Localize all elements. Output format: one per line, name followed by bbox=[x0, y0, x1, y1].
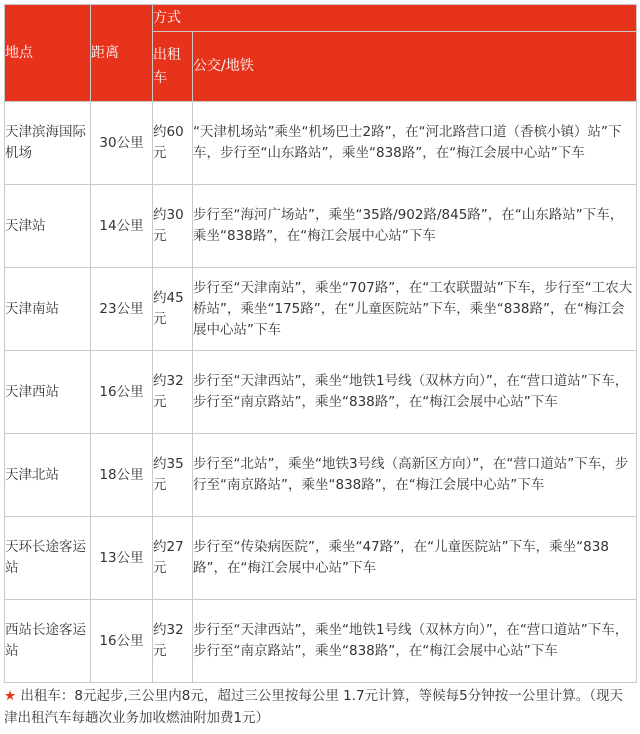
fare-cell: 约32元 bbox=[153, 351, 193, 434]
header-distance: 距离 bbox=[91, 5, 153, 102]
distance-cell: 30公里 bbox=[91, 102, 153, 185]
bus-cell: 步行至“传染病医院”，乘坐“47路”，在“儿童医院站”下车，乘坐“838路”，在“梅江会展中心站”下车 bbox=[193, 517, 637, 600]
fare-cell: 约60元 bbox=[153, 102, 193, 185]
distance-cell: 23公里 bbox=[91, 268, 153, 351]
star-icon: ★ bbox=[4, 688, 17, 704]
table-row bbox=[5, 185, 637, 268]
footnote-text: 出租车：8元起步,三公里内8元，超过三公里按每公里 1.7元计算，等候每5分钟按一公里计算。（现天津出租汽车每趟次业务加收燃油附加费1元） bbox=[4, 688, 623, 726]
footnote bbox=[4, 685, 636, 729]
bus-cell: 步行至“海河广场站”，乘坐“35路/902路/845路”，在“山东路站”下车，乘坐“838路”，在“梅江会展中心站”下车 bbox=[193, 185, 637, 268]
place-cell: 天津北站 bbox=[5, 434, 91, 517]
table-row bbox=[5, 268, 637, 351]
table-row bbox=[5, 351, 637, 434]
table-header bbox=[5, 5, 637, 102]
header-taxi: 出租车 bbox=[153, 32, 193, 102]
table-row bbox=[5, 434, 637, 517]
place-cell: 天环长途客运站 bbox=[5, 517, 91, 600]
place-cell: 西站长途客运站 bbox=[5, 600, 91, 683]
header-place: 地点 bbox=[5, 5, 91, 102]
table-row bbox=[5, 102, 637, 185]
fare-cell: 约35元 bbox=[153, 434, 193, 517]
bus-cell: 步行至“天津西站”，乘坐“地铁1号线（双林方向）”，在“营口道站”下车，步行至“南京路站”，乘坐“838路”，在“梅江会展中心站”下车 bbox=[193, 600, 637, 683]
bus-cell: 步行至“天津西站”，乘坐“地铁1号线（双林方向）”，在“营口道站”下车，步行至“南京路站”，乘坐“838路”，在“梅江会展中心站”下车 bbox=[193, 351, 637, 434]
place-cell: 天津南站 bbox=[5, 268, 91, 351]
table-row bbox=[5, 600, 637, 683]
bus-cell: 步行至“天津南站”，乘坐“707路”，在“工农联盟站”下车，步行至“工农大桥站”，乘坐“175路”，在“儿童医院站”下车，乘坐“838路”，在“梅江会展中心站”下车 bbox=[193, 268, 637, 351]
distance-cell: 14公里 bbox=[91, 185, 153, 268]
place-cell: 天津站 bbox=[5, 185, 91, 268]
fare-cell: 约45元 bbox=[153, 268, 193, 351]
place-cell: 天津西站 bbox=[5, 351, 91, 434]
header-mode: 方式 bbox=[153, 5, 637, 32]
distance-cell: 16公里 bbox=[91, 600, 153, 683]
bus-cell: “天津机场站”乘坐“机场巴士2路”，在“河北路营口道（香槟小镇）站”下车，步行至“山东路站”，乘坐“838路”，在“梅江会展中心站”下车 bbox=[193, 102, 637, 185]
distance-cell: 13公里 bbox=[91, 517, 153, 600]
distance-cell: 18公里 bbox=[91, 434, 153, 517]
bus-cell: 步行至“北站”，乘坐“地铁3号线（高新区方向）”，在“营口道站”下车，步行至“南京路站”，乘坐“838路”，在“梅江会展中心站”下车 bbox=[193, 434, 637, 517]
place-cell: 天津滨海国际机场 bbox=[5, 102, 91, 185]
table-row bbox=[5, 517, 637, 600]
fare-cell: 约27元 bbox=[153, 517, 193, 600]
distance-cell: 16公里 bbox=[91, 351, 153, 434]
fare-cell: 约32元 bbox=[153, 600, 193, 683]
header-bus: 公交/地铁 bbox=[193, 32, 637, 102]
table-body bbox=[5, 102, 637, 683]
route-table bbox=[4, 4, 637, 683]
fare-cell: 约30元 bbox=[153, 185, 193, 268]
